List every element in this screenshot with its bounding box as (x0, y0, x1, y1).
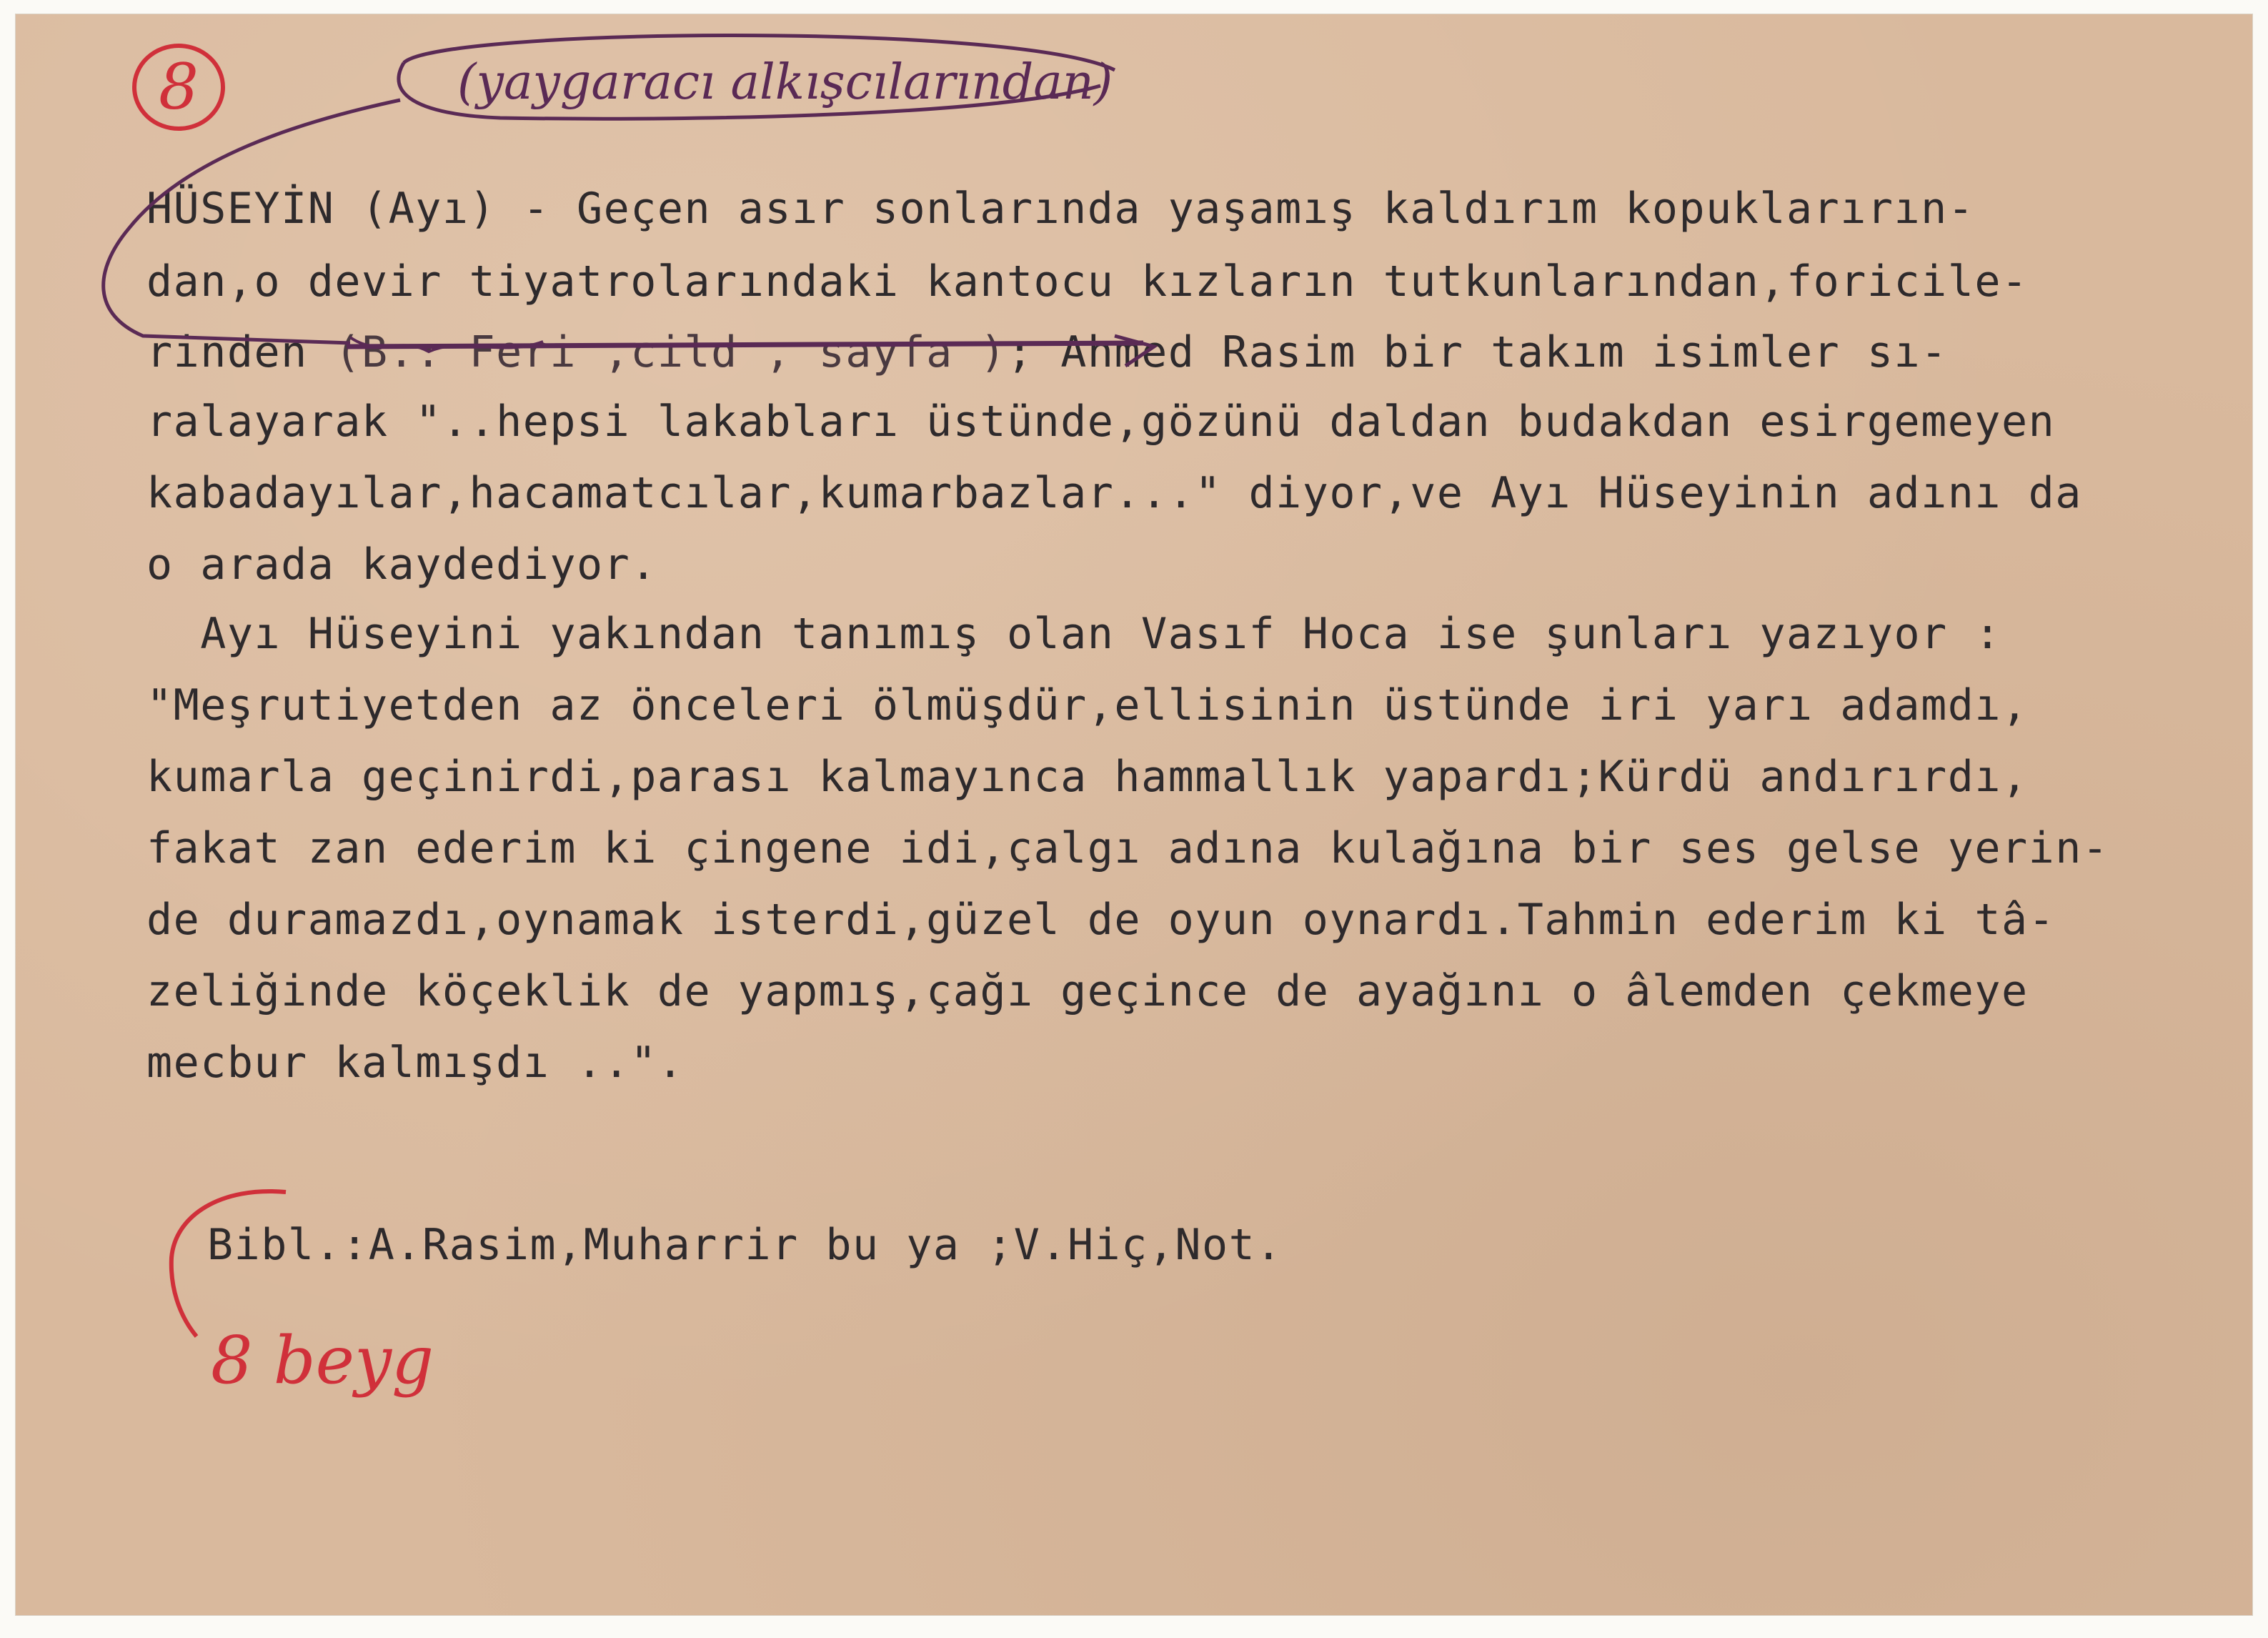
paragraph2-line4: fakat zan ederim ki çingene idi,çalgı adına kulağına bir ses gelse yerin- (146, 823, 2109, 873)
red-bibliography-bracket (171, 1191, 286, 1336)
paragraph2-line2: "Meşrutiyetden az önceleri ölmüşdür,ellisinin üstünde iri yarı adamdı, (146, 680, 2029, 730)
paragraph1-line3-end: ; Ahmed Rasim bir takım isimler sı- (1006, 327, 1948, 377)
paragraph1-line5: kabadayılar,hacamatcılar,kumarbazlar..." diyor,ve Ayı Hüseyinin adını da (146, 468, 2082, 518)
struck-out-reference: (B.: Feri ,cild , sayfa ) (334, 327, 1007, 377)
paragraph2-line1: Ayı Hüseyini yakından tanımış olan Vasıf Hoca ise şunları yazıyor : (146, 609, 2001, 659)
red-footer-note: 8 beyg (211, 1322, 434, 1399)
red-circled-number (134, 46, 223, 129)
strike-through-marks (347, 336, 1154, 366)
svg-text:8: 8 (159, 50, 199, 124)
paragraph1-line3-start: rinden (146, 327, 335, 377)
paragraph2-line6: zeliğinde köçeklik de yapmış,çağı geçince de ayağını o âlemden çekmeye (146, 966, 2029, 1016)
bibliography-line: Bibl.:A.Rasim,Muharrir bu ya ;V.Hiç,Not. (207, 1220, 1283, 1270)
paragraph1-line2: dan,o devir tiyatrolarındaki kantocu kızların tutkunlarından,foricile- (146, 257, 2029, 307)
paragraph1-line6: o arada kaydediyor. (146, 540, 657, 590)
purple-heading-bracket (399, 36, 1115, 119)
paragraph2-line3: kumarla geçinirdi,parası kalmayınca hammallık yapardı;Kürdü andırırdı, (146, 752, 2029, 802)
purple-insertion-line (104, 100, 400, 343)
paragraph1-line4: ralayarak "..hepsi lakabları üstünde,gözünü daldan budakdan esirgemeyen (146, 397, 2056, 447)
paragraph2-line7: mecbur kalmışdı ..". (146, 1038, 685, 1088)
paragraph1-line1: HÜSEYİN (Ayı) - Geçen asır sonlarında yaşamış kaldırım kopuklarırın- (146, 184, 1975, 234)
svg-text:(yaygaracı alkışcılarından): (yaygaracı alkışcılarından) (457, 54, 1113, 111)
paragraph2-line5: de duramazdı,oynamak isterdi,güzel de oyun oynardı.Tahmin ederim ki tâ- (146, 895, 2056, 945)
